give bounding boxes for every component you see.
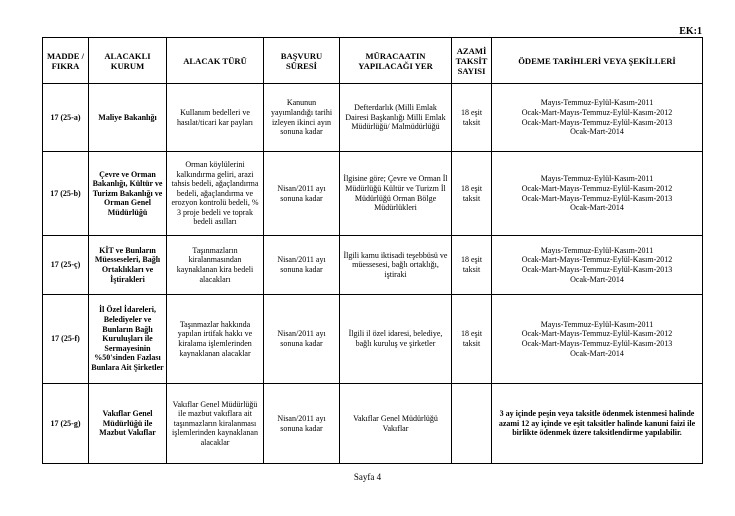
odeme-cell (492, 152, 703, 236)
odeme-line: Ocak-Mart-2014 (570, 274, 624, 284)
header-basvuru-suresi: BAŞVURU SÜRESİ (264, 38, 340, 84)
basvuru-cell: Kanunun yayımlandığı tarihi izleyen ikinci ayın sonuna kadar (264, 84, 340, 152)
odeme-cell (492, 384, 703, 464)
header-muracaat-yeri: MÜRACAATIN YAPILACAĞI YER (340, 38, 452, 84)
odeme-line: Mayıs-Temmuz-Eylül-Kasım-2011 (540, 245, 654, 255)
madde-cell: 17 (25-a) (43, 84, 89, 152)
odeme-line: Mayıs-Temmuz-Eylül-Kasım-2011 (540, 98, 654, 108)
kurum-cell: Vakıflar Genel Müdürlüğü ile Mazbut Vakıflar (89, 384, 167, 464)
table-row (43, 384, 703, 464)
taksit-cell (452, 384, 492, 464)
page-number: Sayfa 4 (353, 472, 382, 482)
madde-cell: 17 (25-g) (43, 384, 89, 464)
basvuru-cell: Nisan/2011 ayı sonuna kadar (264, 236, 340, 295)
odeme-line: Ocak-Mart-Mayıs-Temmuz-Eylül-Kasım-2013 (521, 193, 673, 203)
header-azami-taksit: AZAMİ TAKSİT SAYISI (452, 38, 492, 84)
installment-table (42, 37, 703, 464)
header-row (43, 38, 703, 84)
header-odeme-tarihleri: ÖDEME TARİHLERİ VEYA ŞEKİLLERİ (492, 38, 703, 84)
alacak-turu-cell: Orman köylülerini kalkındırma geliri, arazi tahsis bedeli, ağaçlandırma bedeli, ağaçlandırma ve erozyon kontrolü bedeli, % 3 proje bedeli ve toprak bedeli asılları (167, 152, 264, 236)
odeme-line: Mayıs-Temmuz-Eylül-Kasım-2011 (540, 319, 654, 329)
odeme-line: Ocak-Mart-Mayıs-Temmuz-Eylül-Kasım-2013 (521, 339, 673, 348)
odeme-line: Ocak-Mart-2014 (570, 127, 624, 137)
muracaat-cell: İlgili il özel idaresi, belediye, bağlı kuruluş ve şirketler (340, 295, 452, 384)
header-alacakli-kurum: ALACAKLI KURUM (89, 38, 167, 84)
odeme-cell (492, 295, 703, 384)
odeme-line: Ocak-Mart-Mayıs-Temmuz-Eylül-Kasım-2012 (521, 255, 673, 265)
taksit-cell: 18 eşit taksit (452, 236, 492, 295)
alacak-turu-cell: Kullanım bedelleri ve hasılat/ticari kar payları (167, 84, 264, 152)
kurum-cell: Çevre ve Orman Bakanlığı, Kültür ve Turizm Bakanlığı ve Orman Genel Müdürlüğü (89, 152, 167, 236)
basvuru-cell: Nisan/2011 ayı sonuna kadar (264, 152, 340, 236)
alacak-turu-cell: Taşınmazlar hakkında yapılan irtifak hakkı ve kiralama işlemlerinden kaynaklanan alacaklar (167, 295, 264, 384)
odeme-cell (492, 84, 703, 152)
odeme-line: Ocak-Mart-Mayıs-Temmuz-Eylül-Kasım-2013 (521, 117, 673, 127)
madde-cell: 17 (25-f) (43, 295, 89, 384)
muracaat-cell: İlgili kamu iktisadi teşebbüsü ve müessesesi, bağlı ortaklığı, iştiraki (340, 236, 452, 295)
odeme-line: Ocak-Mart-2014 (570, 348, 624, 358)
table-row (43, 236, 703, 295)
alacak-turu-cell: Vakıflar Genel Müdürlüğü ile mazbut vakıflara ait taşınmazların kiralanması işlemlerinden kaynaklanan alacaklar (167, 384, 264, 464)
table-row (43, 84, 703, 152)
muracaat-cell: İlgisine göre; Çevre ve Orman İl Müdürlüğü Kültür ve Turizm İl Müdürlüğü Orman Bölge Müdürlükleri (340, 152, 452, 236)
odeme-line: Ocak-Mart-Mayıs-Temmuz-Eylül-Kasım-2012 (521, 107, 673, 117)
odeme-line: Mayıs-Temmuz-Eylül-Kasım-2011 (540, 174, 654, 184)
odeme-line: 3 ay içinde peşin veya taksitle ödenmek istenmesi halinde azami 12 ay içinde ve eşit taksitler halinde kanuni faizi ile birlikte ödenmek üzere taksitlendirme yapılabilir. (498, 409, 696, 438)
annex-label: EK:1 (679, 26, 702, 37)
basvuru-cell: Nisan/2011 ayı sonuna kadar (264, 384, 340, 464)
muracaat-cell: Defterdarlık (Milli Emlak Dairesi Başkanlığı Milli Emlak Müdürlüğü/ Malmüdürlüğü (340, 84, 452, 152)
odeme-line: Ocak-Mart-Mayıs-Temmuz-Eylül-Kasım-2012 (521, 183, 673, 193)
muracaat-cell: Vakıflar Genel Müdürlüğü Vakıflar (340, 384, 452, 464)
odeme-cell (492, 236, 703, 295)
odeme-line: Ocak-Mart-Mayıs-Temmuz-Eylül-Kasım-2013 (521, 265, 673, 274)
kurum-cell: Maliye Bakanlığı (89, 84, 167, 152)
table-row (43, 152, 703, 236)
table-row (43, 295, 703, 384)
header-alacak-turu: ALACAK TÜRÜ (167, 38, 264, 84)
header-madde: MADDE / FIKRA (43, 38, 89, 84)
madde-cell: 17 (25-b) (43, 152, 89, 236)
kurum-cell: KİT ve Bunların Müesseseleri, Bağlı Ortaklıkları ve İştirakleri (89, 236, 167, 295)
taksit-cell: 18 eşit taksit (452, 295, 492, 384)
kurum-cell: İl Özel İdareleri, Belediyeler ve Bunların Bağlı Kuruluşları ile Sermayesinin %50'sinden Fazlası Bunlara Ait Şirketler (89, 295, 167, 384)
alacak-turu-cell: Taşınmazların kiralanmasından kaynaklanan kira bedeli alacakları (167, 236, 264, 295)
odeme-line: Ocak-Mart-Mayıs-Temmuz-Eylül-Kasım-2012 (521, 329, 673, 339)
taksit-cell: 18 eşit taksit (452, 84, 492, 152)
taksit-cell: 18 eşit taksit (452, 152, 492, 236)
basvuru-cell: Nisan/2011 ayı sonuna kadar (264, 295, 340, 384)
odeme-line: Ocak-Mart-2014 (570, 203, 624, 213)
madde-cell: 17 (25-ç) (43, 236, 89, 295)
